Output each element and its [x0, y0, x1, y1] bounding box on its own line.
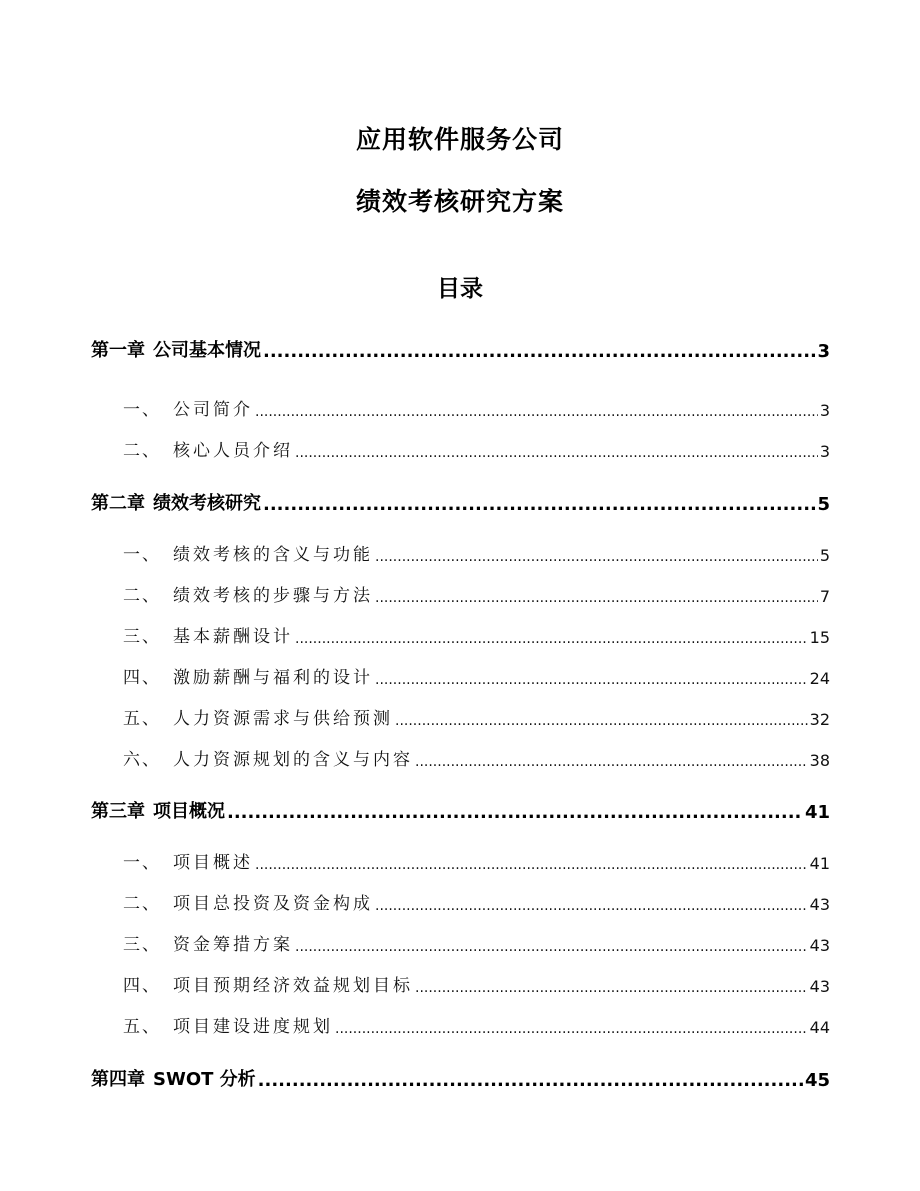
toc-entry-label: 项目概况 — [153, 801, 225, 822]
toc-dot-leader — [335, 1020, 808, 1037]
toc-entry-label: 绩效考核的含义与功能 — [173, 545, 373, 565]
toc-entry-label: 公司简介 — [173, 400, 253, 420]
toc-entry-number: 二、 — [123, 894, 161, 914]
toc-entry-page-number: 43 — [809, 936, 830, 955]
toc-section-entry[interactable] — [91, 581, 830, 606]
toc-entry-label: 项目预期经济效益规划目标 — [173, 976, 413, 996]
toc-entry-page-number: 7 — [819, 587, 830, 606]
toc-section-entry[interactable] — [91, 1012, 830, 1037]
toc-entry-page-number: 5 — [817, 494, 830, 515]
toc-entry-page-number: 38 — [809, 751, 830, 770]
toc-entry-label: 核心人员介绍 — [173, 441, 293, 461]
toc-section-entry[interactable] — [91, 622, 830, 647]
toc-dot-leader — [375, 589, 818, 606]
toc-chapter-entry[interactable] — [91, 797, 830, 823]
toc-entry-page-number: 3 — [817, 341, 830, 362]
toc-section-entry[interactable] — [91, 745, 830, 770]
toc-entry-number: 第一章 — [91, 340, 145, 361]
toc-entry-page-number: 43 — [809, 895, 830, 914]
toc-entry-label: 项目总投资及资金构成 — [173, 894, 373, 914]
toc-entry-number: 第三章 — [91, 801, 145, 822]
toc-dot-leader — [415, 979, 808, 996]
toc-entry-number: 二、 — [123, 441, 161, 461]
toc-entry-page-number: 5 — [819, 546, 830, 565]
toc-entry-number: 三、 — [123, 627, 161, 647]
toc-entry-number: 第二章 — [91, 493, 145, 514]
toc-entry-number: 第四章 — [91, 1069, 145, 1090]
toc-entry-number: 四、 — [123, 668, 161, 688]
toc-entry-number: 六、 — [123, 750, 161, 770]
toc-entry-number: 五、 — [123, 1017, 161, 1037]
toc-entry-page-number: 3 — [819, 401, 830, 420]
document-title-line1: 应用软件服务公司 — [355, 125, 564, 154]
toc-chapter-entry[interactable] — [91, 1065, 830, 1091]
toc-dot-leader — [295, 630, 808, 647]
toc-dot-leader — [255, 403, 818, 420]
toc-dot-leader — [263, 497, 815, 515]
toc-chapter-entry[interactable] — [91, 489, 830, 515]
toc-entry-page-number: 41 — [809, 854, 830, 873]
toc-section-entry[interactable] — [91, 848, 830, 873]
toc-entry-number: 三、 — [123, 935, 161, 955]
toc-section-entry[interactable] — [91, 930, 830, 955]
toc-chapter-entry[interactable] — [91, 336, 830, 362]
toc-entry-page-number: 3 — [819, 442, 830, 461]
toc-dot-leader — [295, 444, 818, 461]
toc-entry-label: 项目建设进度规划 — [173, 1017, 333, 1037]
toc-entry-label: 资金筹措方案 — [173, 935, 293, 955]
toc-dot-leader — [415, 753, 808, 770]
document-title-line2: 绩效考核研究方案 — [355, 187, 564, 216]
toc-entry-number: 四、 — [123, 976, 161, 996]
toc-dot-leader — [295, 938, 808, 955]
toc-entry-label: 绩效考核研究 — [153, 493, 261, 514]
toc-dot-leader — [375, 548, 818, 565]
toc-section-entry[interactable] — [91, 971, 830, 996]
toc-entry-label: 人力资源规划的含义与内容 — [173, 750, 413, 770]
toc-entry-number: 一、 — [123, 853, 161, 873]
toc-dot-leader — [375, 897, 808, 914]
toc-entry-label: 人力资源需求与供给预测 — [173, 709, 393, 729]
toc-entry-page-number: 43 — [809, 977, 830, 996]
toc-entry-number: 二、 — [123, 586, 161, 606]
toc-section-entry[interactable] — [91, 889, 830, 914]
toc-heading: 目录 — [437, 276, 483, 302]
toc-entry-label: 项目概述 — [173, 853, 253, 873]
toc-section-entry[interactable] — [91, 395, 830, 420]
toc-section-entry[interactable] — [91, 704, 830, 729]
toc-dot-leader — [258, 1073, 803, 1091]
toc-dot-leader — [395, 712, 808, 729]
toc-dot-leader — [263, 344, 815, 362]
toc-section-entry[interactable] — [91, 540, 830, 565]
toc-entry-page-number: 45 — [804, 1070, 830, 1091]
toc-entry-label: 基本薪酬设计 — [173, 627, 293, 647]
toc-entry-label: 激励薪酬与福利的设计 — [173, 668, 373, 688]
toc-entry-page-number: 15 — [809, 628, 830, 647]
toc-entry-page-number: 41 — [804, 802, 830, 823]
toc-entry-page-number: 44 — [809, 1018, 830, 1037]
toc-entry-label: SWOT 分析 — [153, 1069, 256, 1090]
toc-entry-number: 一、 — [123, 400, 161, 420]
toc-entry-page-number: 32 — [809, 710, 830, 729]
toc-entry-page-number: 24 — [809, 669, 830, 688]
toc-entry-label: 公司基本情况 — [153, 340, 261, 361]
toc-dot-leader — [375, 671, 808, 688]
toc-entry-number: 一、 — [123, 545, 161, 565]
toc-section-entry[interactable] — [91, 663, 830, 688]
toc-entry-label: 绩效考核的步骤与方法 — [173, 586, 373, 606]
toc-dot-leader — [227, 805, 803, 823]
toc-dot-leader — [255, 856, 808, 873]
toc-section-entry[interactable] — [91, 436, 830, 461]
toc-entry-number: 五、 — [123, 709, 161, 729]
